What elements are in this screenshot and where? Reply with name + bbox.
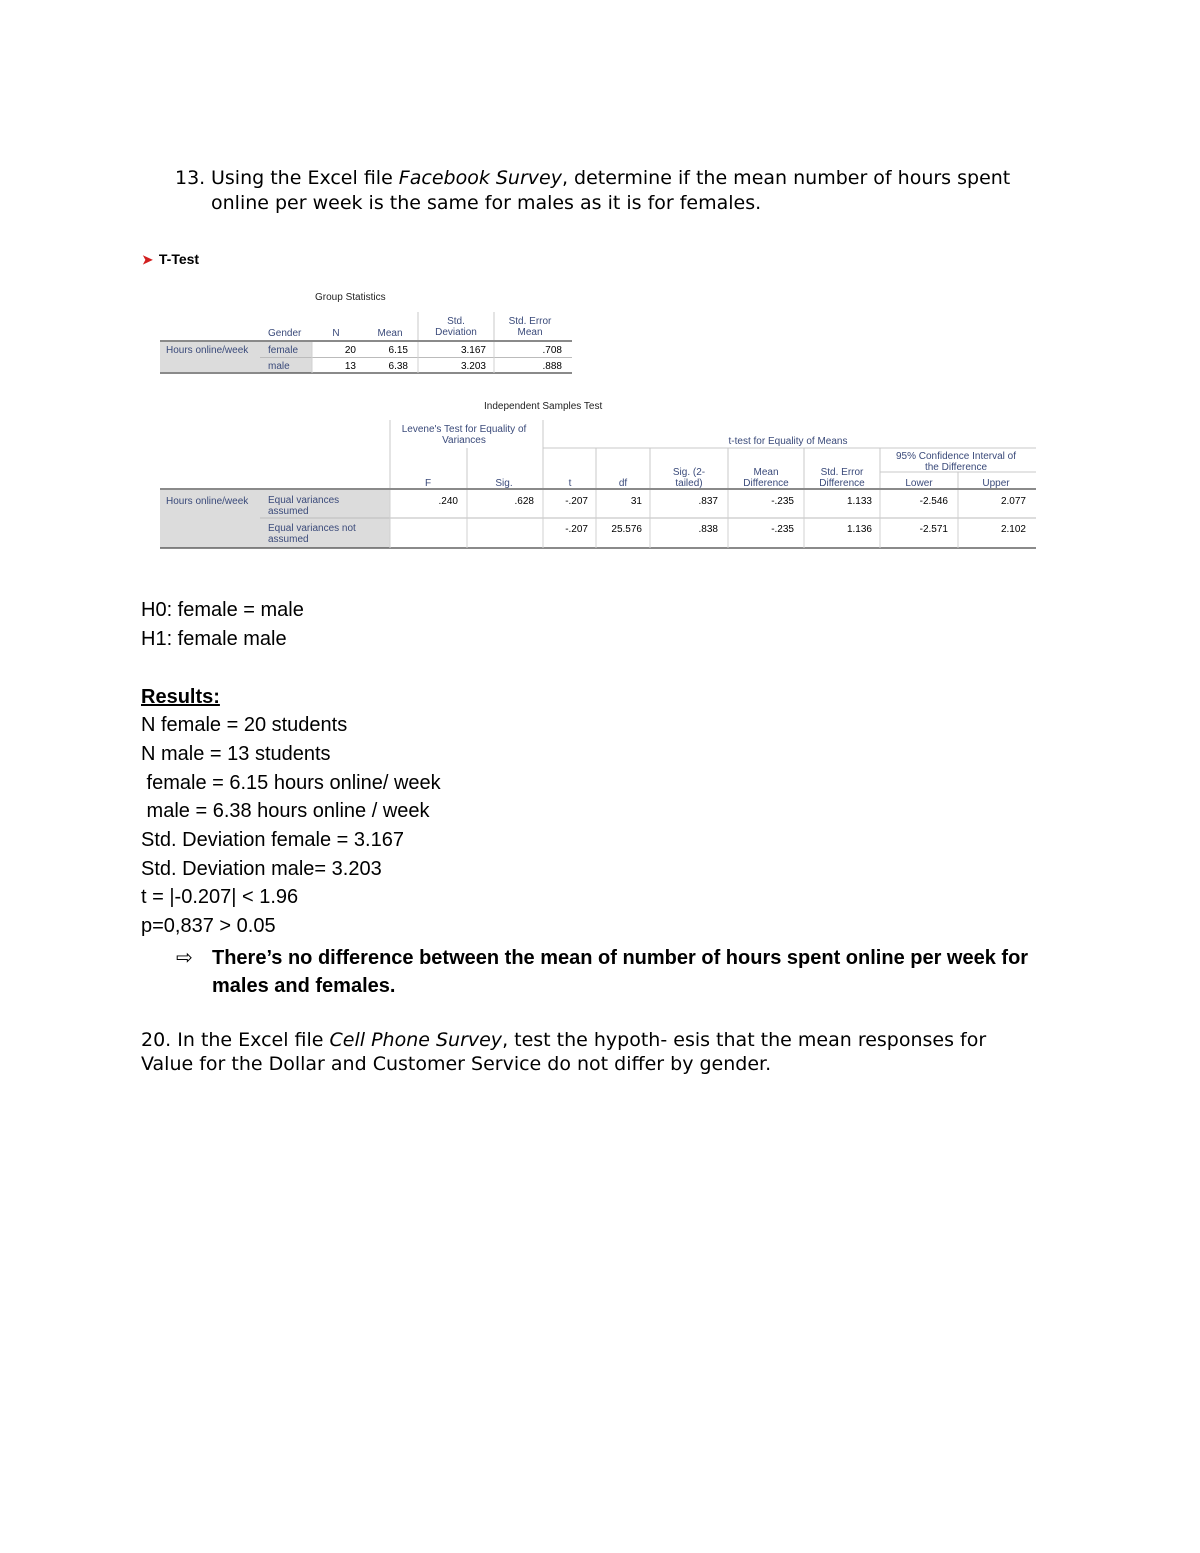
row1-label: Equal variances [268,495,340,506]
conclusion-text: There’s no difference between the mean of number of hours spent online per week for males and females. [212,947,1029,997]
ci-header-2: the Difference [924,462,988,473]
col-sd-2: Deviation [435,327,477,338]
result-line: Std. Deviation female = 3.167 [141,829,404,851]
col-t: t [568,478,572,489]
r2-md: -.235 [771,524,794,535]
row2-label-b: assumed [268,534,309,545]
levene-header-2: Variances [442,435,486,446]
col-se: Std. Error [508,316,552,327]
row2-label: Equal variances not [268,523,356,534]
question-text: Using the Excel file Facebook Survey, determine if the mean number of hours spent online per week is the same for males as it is for females. [211,167,1011,214]
ttest-equality-header: t-test for Equality of Means [728,436,848,447]
col-sig2-b: tailed) [675,478,703,489]
r1-sig2: .837 [698,496,718,507]
question-13 [175,166,1055,216]
question-20: 20. In the Excel file Cell Phone Survey, test the hypoth- esis that the mean responses for Value for the Dollar and Customer Service do not differ by gender. [141,1029,987,1075]
r2-sed: 1.136 [846,524,872,535]
r1-sig: .628 [514,496,534,507]
r2-df: 25.576 [611,524,642,535]
sd-male: 3.203 [460,361,486,372]
n-female: 20 [344,345,356,356]
col-sig2: Sig. (2- [672,467,706,478]
result-line: t = |-0.207| < 1.96 [141,886,299,908]
result-line: N female = 20 students [141,714,348,736]
r1-sed: 1.133 [846,496,872,507]
arrow-right-icon: ⇨ [176,947,193,969]
ttest-header: ➤ T-Test [142,251,200,267]
col-se-2: Mean [517,327,543,338]
result-line: female = 6.15 hours online/ week [141,772,441,794]
r1-lower: -2.546 [919,496,948,507]
arrow-icon: ➤ [142,252,153,267]
col-f: F [424,478,432,489]
r2-lower: -2.571 [919,524,948,535]
mean-female: 6.15 [388,345,408,356]
hypothesis-h1: H1: female male [141,628,287,650]
ci-header: 95% Confidence Interval of [895,451,1017,462]
sd-female: 3.167 [460,345,486,356]
result-line: N male = 13 students [141,743,331,765]
group-statistics-title: Group Statistics [315,292,386,303]
result-line: p=0,837 > 0.05 [141,915,276,937]
col-md: Mean [753,467,779,478]
levene-header: Levene's Test for Equality of [401,424,527,435]
se-female: .708 [542,345,562,356]
col-sig: Sig. [495,478,513,489]
gender-male: male [268,361,290,372]
r1-df: 31 [630,496,642,507]
row-label: Hours online/week [166,345,249,356]
col-lower: Lower [905,478,933,489]
col-upper: Upper [982,478,1010,489]
n-male: 13 [344,361,356,372]
mean-male: 6.38 [388,361,408,372]
file-name-20: Cell Phone Survey [329,1029,503,1051]
col-sed: Std. Error [820,467,864,478]
col-df: df [618,478,628,489]
col-sd: Std. [447,316,465,327]
r2-sig2: .838 [698,524,718,535]
r1-f: .240 [438,496,458,507]
r2-upper: 2.102 [1000,524,1026,535]
row1-label-b: assumed [268,506,309,517]
r1-t: -.207 [565,496,588,507]
r2-t: -.207 [565,524,588,535]
col-md-b: Difference [743,478,789,489]
group-statistics-table [160,310,572,374]
col-mean: Mean [377,328,403,339]
se-male: .888 [542,361,562,372]
result-line: Std. Deviation male= 3.203 [141,858,382,880]
r1-md: -.235 [771,496,794,507]
col-n: N [332,328,340,339]
r1-upper: 2.077 [1000,496,1026,507]
results-heading: Results: [141,686,220,708]
hypothesis-h0: H0: female = male [141,599,304,621]
independent-samples-table [160,420,1036,550]
question-number: 13. [175,167,206,189]
gender-female: female [268,345,299,356]
is-row-label: Hours online/week [166,496,249,507]
col-sed-b: Difference [819,478,865,489]
independent-test-title: Independent Samples Test [484,401,603,412]
col-gender: Gender [268,328,302,339]
conclusion [176,944,1056,1000]
result-line: male = 6.38 hours online / week [141,800,430,822]
file-name: Facebook Survey [398,167,562,189]
